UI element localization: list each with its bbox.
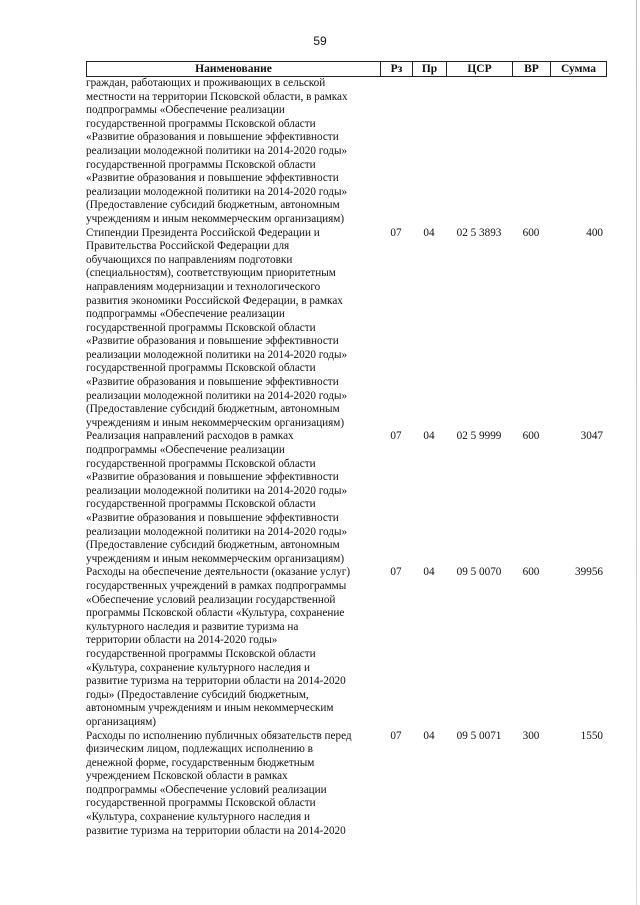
row-vr: 300 — [522, 729, 540, 742]
row-name-line: государственной программы Псковской области — [86, 362, 316, 375]
row-vr: 600 — [522, 430, 540, 443]
row-pr: 04 — [423, 729, 435, 742]
row-name-line: подпрограммы «Обеспечение условий реализации — [86, 783, 327, 796]
row-name-line: учреждением Псковской области в рамках — [86, 770, 288, 783]
row-name-line: Расходы по исполнению публичных обязательств перед — [86, 729, 352, 742]
row-sum: 400 — [586, 226, 603, 239]
row-name-line: местности на территории Псковской области, в рамках — [86, 90, 348, 103]
row-name-line: государственных учреждений в рамках подпрограммы — [86, 579, 347, 592]
table-row — [86, 730, 607, 839]
row-sum: 39956 — [575, 566, 603, 579]
row-sum — [550, 77, 607, 227]
row-name-line: автономным учреждениям и иным некоммерческим — [86, 702, 334, 715]
row-name-line: учреждениям и иным некоммерческим организациям) — [86, 212, 345, 225]
row-name-line: государственной программы Псковской области — [86, 457, 316, 470]
header-rz: Рз — [380, 61, 412, 77]
row-csr: 09 5 0070 — [456, 566, 502, 579]
row-name-line: Реализация направлений расходов в рамках — [86, 430, 294, 443]
row-name-line: (Предоставление субсидий бюджетным, автономным — [86, 539, 340, 552]
row-name-line: реализации молодежной политики на 2014-2020 годы» — [86, 144, 348, 157]
row-pr: 04 — [423, 226, 435, 239]
table-row — [86, 566, 607, 729]
row-name-line: «Культура, сохранение культурного наследия и — [86, 661, 310, 674]
row-pr — [412, 77, 446, 227]
row-name-line: годы» (Предоставление субсидий бюджетным, — [86, 688, 309, 701]
row-name-line: реализации молодежной политики на 2014-2020 годы» — [86, 348, 348, 361]
table-header — [86, 61, 607, 77]
header-vr: ВР — [512, 61, 550, 77]
row-vr: 600 — [522, 566, 540, 579]
row-name-line: организациям) — [86, 715, 157, 728]
row-name-line: развитие туризма на территории области на 2014-2020 — [86, 675, 346, 688]
header-sum: Сумма — [550, 61, 607, 77]
row-name-line: государственной программы Псковской области — [86, 797, 316, 810]
row-name-line: территории области на 2014-2020 годы» — [86, 634, 278, 647]
row-name-line: Расходы на обеспечение деятельности (оказание услуг) — [86, 566, 351, 579]
row-name-line: Правительства Российской Федерации для — [86, 240, 290, 253]
row-name-line: обучающихся по направлениям подготовки — [86, 253, 293, 266]
row-csr — [446, 77, 512, 227]
row-name-line: программы Псковской области «Культура, сохранение — [86, 607, 345, 620]
row-csr: 02 5 3893 — [456, 226, 502, 239]
row-name-line: «Развитие образования и повышение эффективности — [86, 131, 339, 144]
header-csr: ЦСР — [446, 61, 512, 77]
row-rz: 07 — [390, 729, 402, 742]
row-name — [86, 227, 380, 431]
row-name — [86, 430, 380, 566]
row-pr: 04 — [423, 566, 435, 579]
table-body — [86, 77, 607, 838]
row-name-line: граждан, работающих и проживающих в сельской — [86, 77, 326, 89]
row-rz — [380, 77, 412, 227]
row-name-line: (Предоставление субсидий бюджетным, автономным — [86, 403, 340, 416]
row-name-line: Стипендии Президента Российской Федерации и — [86, 226, 320, 239]
row-name-line: государственной программы Псковской области — [86, 321, 316, 334]
row-name-line: государственной программы Псковской области — [86, 158, 316, 171]
row-name-line: государственной программы Псковской области — [86, 498, 316, 511]
row-name — [86, 730, 380, 839]
row-name-line: развития экономики Российской Федерации, в рамках — [86, 294, 343, 307]
row-name-line: направлениям модернизации и технологического — [86, 280, 321, 293]
row-name-line: реализации молодежной политики на 2014-2020 годы» — [86, 525, 348, 538]
row-vr: 600 — [522, 226, 540, 239]
row-name-line: (Предоставление субсидий бюджетным, автономным — [86, 199, 340, 212]
table-row — [86, 77, 607, 227]
page-edge — [636, 0, 637, 905]
row-name-line: реализации молодежной политики на 2014-2020 годы» — [86, 185, 348, 198]
row-csr: 09 5 0071 — [456, 729, 502, 742]
row-name-line: «Развитие образования и повышение эффективности — [86, 512, 339, 524]
row-name-line: подпрограммы «Обеспечение реализации — [86, 104, 285, 117]
row-name-line: «Развитие образования и повышение эффективности — [86, 172, 339, 185]
row-name-line: учреждениям и иным некоммерческим организациям) — [86, 416, 345, 429]
row-name — [86, 566, 380, 729]
row-rz: 07 — [390, 430, 402, 443]
row-name-line: «Развитие образования и повышение эффективности — [86, 471, 339, 484]
header-name: Наименование — [86, 61, 380, 77]
row-name-line: государственной программы Псковской области — [86, 647, 316, 660]
row-vr — [512, 77, 550, 227]
row-name-line: подпрограммы «Обеспечение реализации — [86, 444, 285, 457]
row-rz: 07 — [390, 226, 402, 239]
row-name — [86, 77, 380, 227]
row-name-line: (специальностям), соответствующим приоритетным — [86, 267, 336, 280]
row-name-line: развитие туризма на территории области на 2014-2020 — [86, 824, 346, 837]
row-name-line: реализации молодежной политики на 2014-2020 годы» — [86, 389, 348, 402]
page-number: 59 — [313, 34, 327, 48]
header-pr: Пр — [412, 61, 446, 77]
row-name-line: «Развитие образования и повышение эффективности — [86, 335, 339, 348]
row-name-line: государственной программы Псковской области — [86, 117, 316, 130]
row-name-line: культурного наследия и развитие туризма на — [86, 620, 299, 633]
row-name-line: подпрограммы «Обеспечение реализации — [86, 308, 285, 321]
row-name-line: учреждениям и иным некоммерческим организациям) — [86, 552, 345, 565]
row-rz: 07 — [390, 566, 402, 579]
row-name-line: «Культура, сохранение культурного наследия и — [86, 811, 310, 824]
row-name-line: «Обеспечение условий реализации государственной — [86, 593, 336, 606]
row-csr: 02 5 9999 — [456, 430, 502, 443]
row-name-line: «Развитие образования и повышение эффективности — [86, 376, 339, 389]
row-sum: 3047 — [580, 430, 603, 443]
row-name-line: физическим лицом, подлежащих исполнению в — [86, 743, 313, 756]
table-row — [86, 430, 607, 566]
table-row — [86, 227, 607, 431]
row-sum: 1550 — [580, 729, 603, 742]
row-pr: 04 — [423, 430, 435, 443]
row-name-line: реализации молодежной политики на 2014-2020 годы» — [86, 484, 348, 497]
row-name-line: денежной форме, государственным бюджетным — [86, 756, 315, 769]
